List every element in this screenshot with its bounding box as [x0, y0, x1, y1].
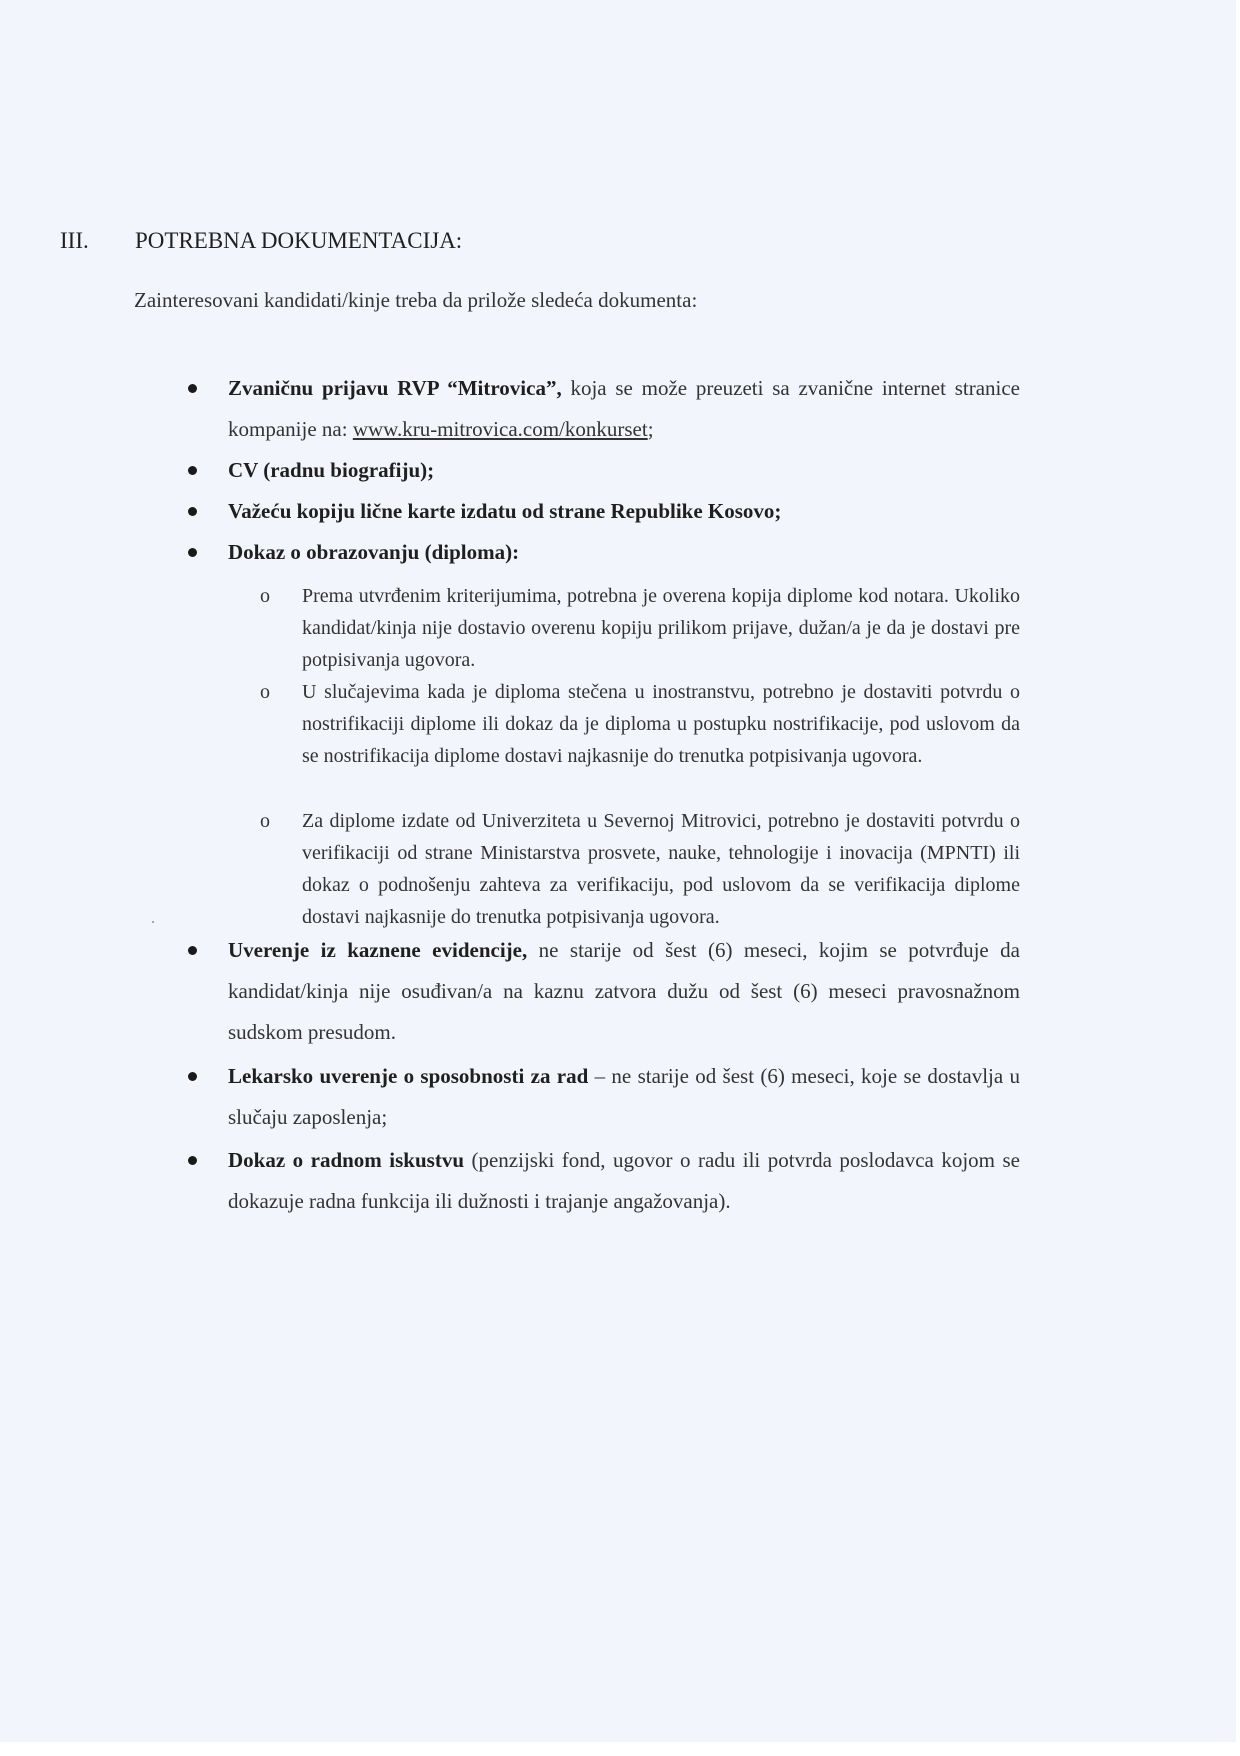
circle-marker-icon: o [260, 585, 270, 607]
subitem-text: Prema utvrđenim kriterijumima, potrebna je overena kopija diplome kod notara. Ukoliko kandidat/kinja nije dostavio overenu kopiju prilikom prijave, dužan/a je da je dostavi pre potpisivanja ugovora. [302, 585, 1020, 671]
subitem-text: U slučajevima kada je diploma stečena u inostranstvu, potrebno je dostaviti potvrdu o nostrifikaciji diplome ili dokaz da je diploma u postupku nostrifikacije, pod uslovom da se nostrifikacija diplome dostavi najkasnije do trenutka potpisivanja ugovora. [302, 681, 1020, 767]
list-item-id-card [180, 491, 1020, 532]
bullet-icon [188, 1156, 197, 1165]
item-text: koja se može preuzeti sa zvanične internet stranice kompanije na: [228, 376, 1021, 441]
section-number: III. [60, 228, 89, 253]
circle-marker-icon: o [260, 681, 270, 703]
list-item-cv [180, 450, 1020, 491]
subitem-nostrification [260, 676, 1020, 772]
scan-speck [152, 921, 154, 923]
item-title: Uverenje iz kaznene evidencije, [228, 938, 528, 962]
bullet-icon [188, 548, 197, 557]
subitem-verification [260, 805, 1020, 933]
bullet-icon [188, 507, 197, 516]
circle-marker-icon: o [260, 810, 270, 832]
item-title: Dokaz o obrazovanju (diploma): [228, 540, 520, 564]
bullet-icon [188, 384, 197, 393]
section-heading [60, 228, 462, 254]
subitem-notarized-copy [260, 580, 1020, 676]
bullet-icon [188, 466, 197, 475]
subitem-text: Za diplome izdate od Univerziteta u Severnoj Mitrovici, potrebno je dostaviti potvrdu o verifikaciji od strane Ministarstva prosvete, nauke, tehnologije i inovacija (MPNTI) ili dokaz o podnošenju zahteva za verifikaciju, pod uslovom da se verifikacija diplome dostavi najkasnije do trenutka potpisivanja ugovora. [302, 810, 1020, 928]
item-title: Dokaz o radnom iskustvu [228, 1148, 464, 1172]
item-title: CV (radnu biografiju); [228, 458, 435, 482]
item-title: Lekarsko uverenje o sposobnosti za rad [228, 1064, 589, 1088]
list-item-education [180, 532, 1020, 573]
list-item-work-experience [180, 1140, 1020, 1222]
item-title: Važeću kopiju lične karte izdatu od strane Republike Kosovo; [228, 499, 782, 523]
intro-text: Zainteresovani kandidati/kinje treba da prilože sledeća dokumenta: [134, 288, 698, 312]
item-punctuation: ; [647, 417, 654, 441]
list-item-medical-certificate [180, 1056, 1020, 1138]
bullet-icon [188, 946, 197, 955]
item-text: – ne starije od šest (6) meseci, koje se dostavlja u slučaju zaposlenja; [228, 1064, 1021, 1129]
item-text: (penzijski fond, ugovor o radu ili potvrda poslodavca kojom se dokazuje radna funkcija ili dužnosti i trajanje angažovanja). [228, 1148, 1020, 1213]
list-item-criminal-record [180, 930, 1020, 1053]
list-item-application-form [180, 368, 1020, 450]
item-title: Zvaničnu prijavu RVP “Mitrovica”, [228, 376, 562, 400]
item-text: ne starije od šest (6) meseci, kojim se potvrđuje da kandidat/kinja nije osuđivan/a na kaznu zatvora dužu od šest (6) meseci pravosnažnom sudskom presudom. [228, 938, 1020, 1044]
website-link[interactable]: www.kru-mitrovica.com/konkurset [352, 417, 648, 441]
section-title: POTREBNA DOKUMENTACIJA: [135, 228, 463, 253]
bullet-icon [188, 1072, 197, 1081]
